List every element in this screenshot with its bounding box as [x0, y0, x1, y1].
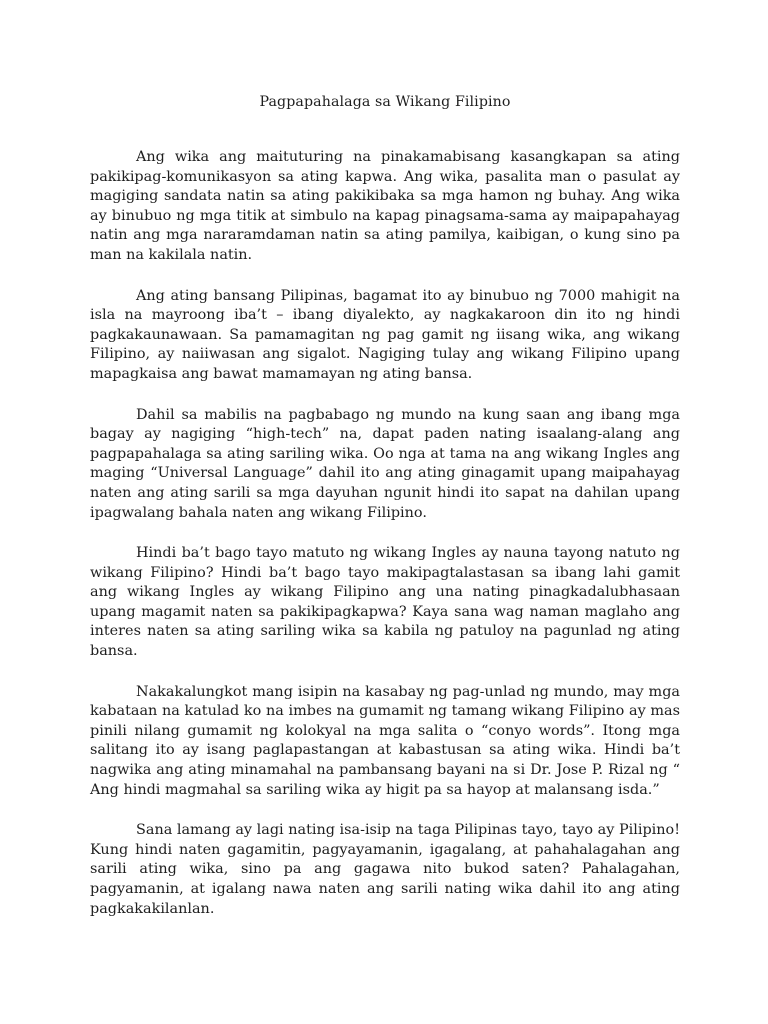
- document-title: Pagpapahalaga sa Wikang Filipino: [259, 94, 511, 110]
- paragraph-6: Sana lamang ay lagi nating isa-isip na taga Pilipinas tayo, tayo ay Pilipino! Kung hindi naten gagamitin, pagyayamanin, igagalang, at pahahalagahan ang sarili ating wika, sino pa ang gagawa nito bukod saten? Pahalagahan, pagyamanin, at igalang nawa naten ang sarili nating wika dahil ito ang ating pagkakakilanlan.: [90, 822, 680, 917]
- paragraph-2: Ang ating bansang Pilipinas, bagamat ito ay binubuo ng 7000 mahigit na isla na mayroong iba’t – ibang diyalekto, ay nagkakaroon din ito ng hindi pagkakaunawaan. Sa pamamagitan ng pag gamit ng iisang wika, ang wikang Filipino, ay naiiwasan ang sigalot. Nagiging tulay ang wikang Filipino upang mapagkaisa ang bawat mamamayan ng ating bansa.: [90, 287, 680, 382]
- paragraph-3: Dahil sa mabilis na pagbabago ng mundo na kung saan ang ibang mga bagay ay nagiging “high-tech” na, dapat paden nating isaalang-alang ang pagpapahalaga sa ating sariling wika. Oo nga at tama na ang wikang Ingles ang maging “Universal Language” dahil ito ang ating ginagamit upang maipahayag naten ang ating sarili sa mga dayuhan ngunit hindi ito sapat na dahilan upang ipagwalang bahala naten ang wikang Filipino.: [90, 406, 680, 521]
- paragraph-4: Hindi ba’t bago tayo matuto ng wikang Ingles ay nauna tayong natuto ng wikang Filipino? Hindi ba’t bago tayo makipagtalastasan sa ibang lahi gamit ang wikang Ingles ay wikang Filipino ang una nating pinagkadalubhasaan upang magamit naten sa pakikipagkapwa? Kaya sana wag naman maglaho ang interes naten sa ating sariling wika sa kabila ng patuloy na pagunlad ng ating bansa.: [90, 545, 680, 660]
- paragraph-1: Ang wika ang maituturing na pinakamabisang kasangkapan sa ating pakikipag-komunikasyon sa ating kapwa. Ang wika, pasalita man o pasulat ay magiging sandata natin sa ating pakikibaka sa mga hamon ng buhay. Ang wika ay binubuo ng mga titik at simbulo na kapag pinagsama-sama ay maipapahayag natin ang mga nararamdaman natin sa ating pamilya, kaibigan, o kung sino pa man na kakilala natin.: [90, 149, 680, 263]
- paragraph-5: Nakakalungkot mang isipin na kasabay ng pag-unlad ng mundo, may mga kabataan na katulad ko na imbes na gumamit ng tamang wikang Filipino ay mas pinili nilang gumamit ng kolokyal na mga salita o “conyo words”. Itong mga salitang ito ay isang paglapastangan at kabastusan sa ating wika. Hindi ba’t nagwika ang ating minamahal na pambansang bayani na si Dr. Jose P. Rizal ng “ Ang hindi magmahal sa sariling wika ay higit pa sa hayop at malansang isda.”: [90, 683, 680, 798]
